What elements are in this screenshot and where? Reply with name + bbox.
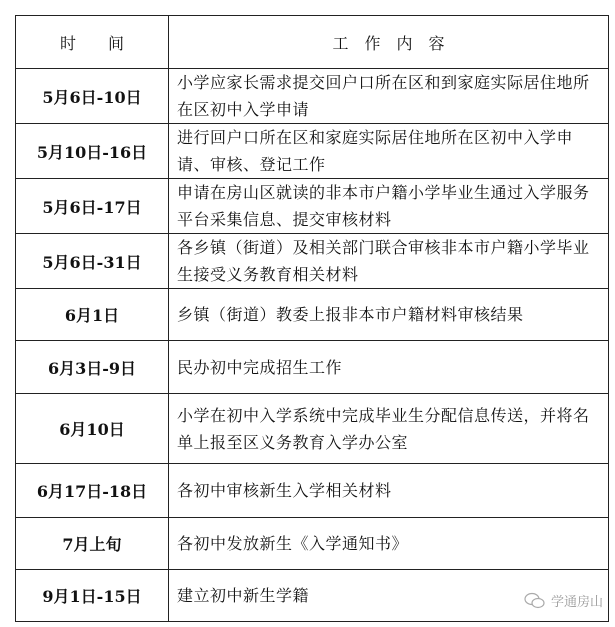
row-time: 6月3日-9日: [16, 341, 169, 394]
row-content: 各乡镇（街道）及相关部门联合审核非本市户籍小学毕业生接受义务教育相关材料: [169, 234, 609, 289]
row-content: 建立初中新生学籍: [169, 570, 609, 622]
row-time: 5月6日-10日: [16, 69, 169, 124]
row-content: 乡镇（街道）教委上报非本市户籍材料审核结果: [169, 289, 609, 341]
row-time: 7月上旬: [16, 518, 169, 570]
header-time: 时 间: [16, 16, 169, 69]
row-time: 5月6日-17日: [16, 179, 169, 234]
table-row: [16, 289, 609, 341]
table-row: [16, 570, 609, 622]
wechat-icon: [524, 592, 546, 610]
table-row: [16, 464, 609, 518]
table-row: [16, 518, 609, 570]
row-content: 民办初中完成招生工作: [169, 341, 609, 394]
row-time: 6月17日-18日: [16, 464, 169, 518]
table-row: [16, 234, 609, 289]
table-row: [16, 179, 609, 234]
header-content: 工 作 内 容: [169, 16, 609, 69]
watermark-text: 学通房山: [550, 595, 603, 610]
table-row: [16, 124, 609, 179]
row-content: 各初中审核新生入学相关材料: [169, 464, 609, 518]
row-content: 进行回户口所在区和家庭实际居住地所在区初中入学申请、审核、登记工作: [169, 124, 609, 179]
table-header-row: [16, 16, 609, 69]
watermark: [524, 591, 603, 610]
row-time: 6月10日: [16, 394, 169, 464]
row-time: 9月1日-15日: [16, 570, 169, 622]
row-time: 5月6日-31日: [16, 234, 169, 289]
table-row: [16, 341, 609, 394]
row-content: 各初中发放新生《入学通知书》: [169, 518, 609, 570]
table-row: [16, 69, 609, 124]
row-content: 小学应家长需求提交回户口所在区和到家庭实际居住地所在区初中入学申请: [169, 69, 609, 124]
row-content: 申请在房山区就读的非本市户籍小学毕业生通过入学服务平台采集信息、提交审核材料: [169, 179, 609, 234]
row-time: 6月1日: [16, 289, 169, 341]
row-time: 5月10日-16日: [16, 124, 169, 179]
schedule-table: [15, 15, 609, 622]
table-row: [16, 394, 609, 464]
row-content: 小学在初中入学系统中完成毕业生分配信息传送，并将名单上报至区义务教育入学办公室: [169, 394, 609, 464]
